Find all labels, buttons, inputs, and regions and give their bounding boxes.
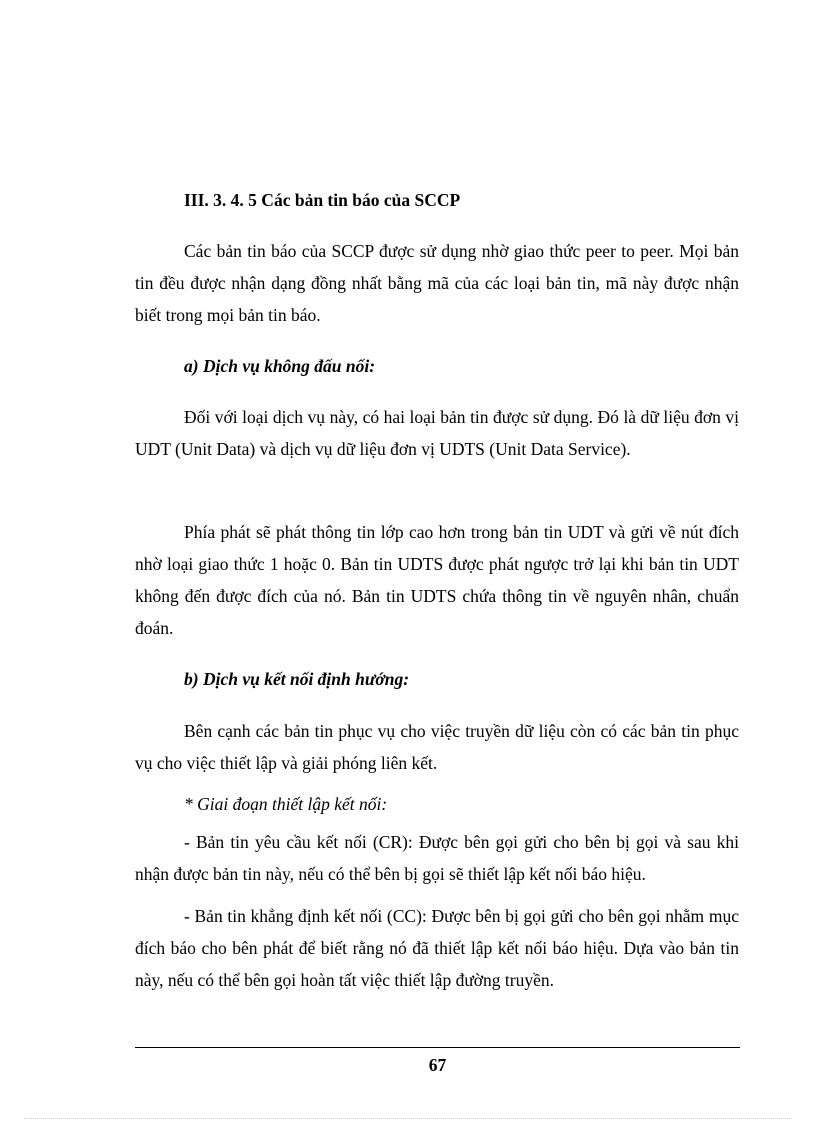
part-a-paragraph-1-block [135,401,739,465]
part-a-paragraph-1: Đối với loại dịch vụ này, có hai loại bản tin được sử dụng. Đó là dữ liệu đơn vị UDT (Unit Data) và dịch vụ dữ liệu đơn vị UDTS (Unit Data Service). [135,407,739,459]
part-b-phase-label-block [135,790,739,818]
part-b-title: b) Dịch vụ kết nối định hướng: [184,669,410,689]
part-b-item-cr: - Bản tin yêu cầu kết nối (CR): Được bên gọi gửi cho bên bị gọi và sau khi nhận được bản tin này, nếu có thể bên bị gọi sẽ thiết lập kết nối báo hiệu. [135,832,739,884]
part-b-item-cc: - Bản tin khẳng định kết nối (CC): Được bên bị gọi gửi cho bên gọi nhằm mục đích báo cho bên phát để biết rằng nó đã thiết lập kết nối báo hiệu. Dựa vào bản tin này, nếu có thể bên gọi hoàn tất việc thiết lập đường truyền. [135,906,739,990]
page-bottom-border [24,1118,792,1119]
part-a-paragraph-2-block [135,516,739,644]
section-intro-paragraph: Các bản tin báo của SCCP được sử dụng nhờ giao thức peer to peer. Mọi bản tin đều được nhận dạng đồng nhất bằng mã của các loại bản tin, mã này được nhận biết trong mọi bản tin báo. [135,241,739,325]
part-b-title-block [135,665,739,693]
page-number: 67 [428,1055,447,1075]
part-b-item-cc-block [135,900,739,996]
part-b-item-cr-block [135,826,739,890]
footer-divider [135,1047,740,1048]
part-a-title-block [135,352,739,380]
section-intro-block [135,235,739,331]
part-b-paragraph-1-block [135,715,739,779]
part-a-paragraph-2: Phía phát sẽ phát thông tin lớp cao hơn trong bản tin UDT và gửi về nút đích nhờ loại giao thức 1 hoặc 0. Bản tin UDTS được phát ngược trở lại khi bản tin UDT không đến được đích của nó. Bản tin UDTS chứa thông tin về nguyên nhân, chuẩn đoán. [135,522,739,638]
section-heading: III. 3. 4. 5 Các bản tin báo của SCCP [184,190,461,210]
part-b-paragraph-1: Bên cạnh các bản tin phục vụ cho việc truyền dữ liệu còn có các bản tin phục vụ cho việc thiết lập và giải phóng liên kết. [135,721,739,773]
part-a-title: a) Dịch vụ không đấu nối: [184,356,376,376]
part-b-phase-label: * Giai đoạn thiết lập kết nối: [184,794,388,814]
